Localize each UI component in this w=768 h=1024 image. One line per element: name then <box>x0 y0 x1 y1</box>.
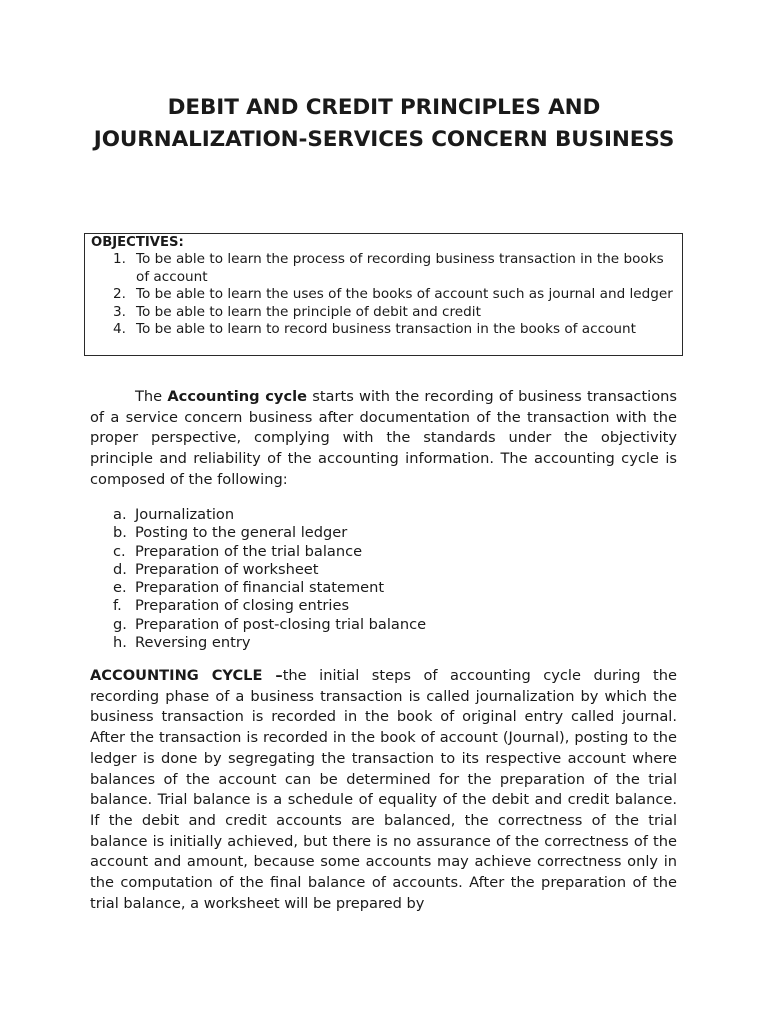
step-text: Journalization <box>135 506 235 523</box>
objectives-box <box>84 233 683 356</box>
step-letter: f. <box>113 597 122 615</box>
cycle-term: ACCOUNTING CYCLE – <box>90 667 283 684</box>
cycle-step <box>90 634 426 652</box>
step-letter: g. <box>113 615 127 633</box>
objective-number: 1. <box>113 251 126 267</box>
objective-item <box>85 251 684 286</box>
step-text: Preparation of worksheet <box>135 560 319 578</box>
intro-paragraph <box>90 387 677 491</box>
objective-number: 3. <box>113 303 126 320</box>
step-text: Preparation of closing entries <box>135 597 350 615</box>
intro-term: Accounting cycle <box>167 388 307 405</box>
step-letter: c. <box>113 542 126 560</box>
objective-number: 4. <box>113 321 126 337</box>
step-text: Preparation of the trial balance <box>135 542 363 560</box>
step-letter: h. <box>113 634 127 652</box>
cycle-step <box>90 543 426 561</box>
objective-text: To be able to learn the uses of the books of account such as journal and ledger <box>136 286 673 302</box>
cycle-step <box>90 597 426 615</box>
intro-lead: The <box>135 388 163 405</box>
objective-number: 2. <box>113 286 126 302</box>
objectives-heading: OBJECTIVES: <box>91 235 184 250</box>
accounting-cycle-steps <box>90 506 426 652</box>
step-letter: a. <box>113 506 127 523</box>
step-text: Reversing entry <box>135 634 251 652</box>
step-letter: e. <box>113 579 127 597</box>
document-title: DEBIT AND CREDIT PRINCIPLES AND JOURNALIZATION-SERVICES CONCERN BUSINESS <box>93 95 675 152</box>
objectives-list <box>85 251 684 339</box>
step-text: Preparation of post-closing trial balance <box>135 615 427 633</box>
cycle-step <box>90 524 426 542</box>
objective-item <box>85 286 684 304</box>
intro-body: starts with the recording of business transactions of a service concern business after documentation of the transaction with the proper perspective, complying with the standards under the objectivity principle and reliability of the accounting information. The accounting cycle is composed of the following: <box>90 388 678 488</box>
objective-text: To be able to learn the principle of debit and credit <box>136 303 481 320</box>
step-letter: d. <box>113 560 127 578</box>
step-text: Posting to the general ledger <box>135 524 348 542</box>
step-text: Preparation of financial statement <box>135 579 385 597</box>
step-letter: b. <box>113 524 127 542</box>
cycle-paragraph <box>90 666 677 914</box>
cycle-step <box>90 579 426 597</box>
cycle-step <box>90 561 426 579</box>
objective-text: To be able to learn to record business transaction in the books of account <box>136 321 636 337</box>
objective-text: To be able to learn the process of recording business transaction in the books of account <box>136 251 664 285</box>
cycle-body: the initial steps of accounting cycle during the recording phase of a business transaction is called journalization by which the business transaction is recorded in the book of original entry called journal. After the transaction is recorded in the book of account (Journal), posting to the ledger is done by segregating the transaction to its respective account where balances of the account can be determined for the preparation of the trial balance. Trial balance is a schedule of equality of the debit and credit balance. If the debit and credit accounts are balanced, the correctness of the trial balance is initially achieved, but there is no assurance of the correctness of the account and amount, because some accounts may achieve correctness only in the computation of the final balance of accounts. After the preparation of the trial balance, a worksheet will be prepared by <box>90 667 677 912</box>
cycle-step <box>90 616 426 634</box>
objective-item <box>85 321 684 339</box>
objective-item <box>85 304 684 322</box>
cycle-step <box>90 506 426 524</box>
